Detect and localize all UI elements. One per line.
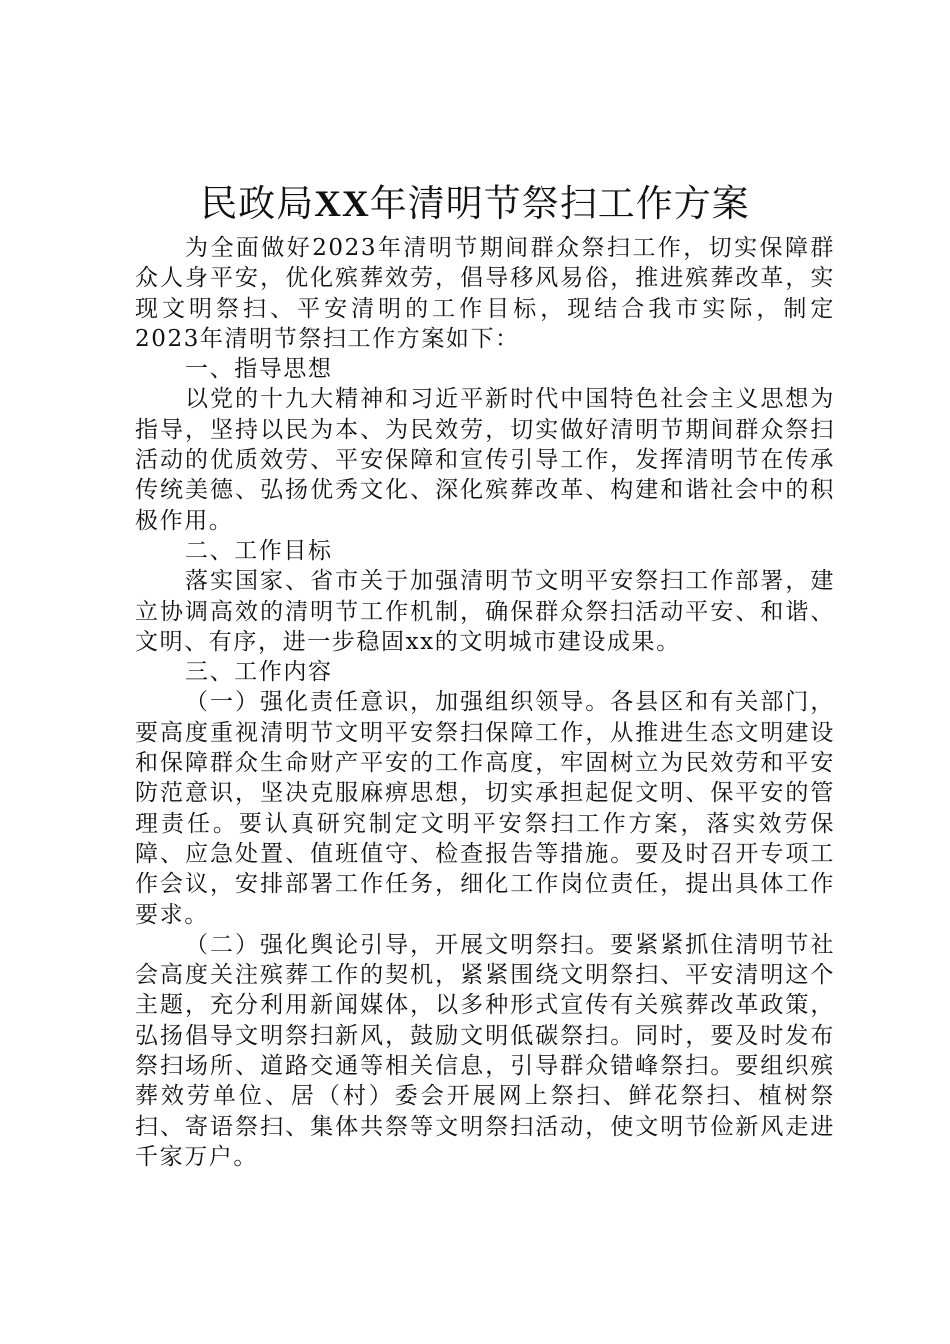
work-content-item-1: （一）强化责任意识，加强组织领导。各县区和有关部门，要高度重视清明节文明平安祭扫保障工作，从推进生态文明建设和保障群众生命财产平安的工作高度，牢固树立为民效劳和平安防范意识，坚决克服麻痹思想，切实承担起促文明、保平安的管理责任。要认真研究制定文明平安祭扫工作方案，落实效劳保障、应急处置、值班值守、检查报告等措施。要及时召开专项工作会议，安排部署工作任务，细化工作岗位责任，提出具体工作要求。	[135, 689, 835, 928]
section-heading-guiding-thought: 一、指导思想	[185, 356, 333, 383]
guiding-thought-paragraph: 以党的十九大精神和习近平新时代中国特色社会主义思想为指导，坚持以民为本、为民效劳，切实做好清明节期间群众祭扫活动的优质效劳、平安保障和宣传引导工作，发挥清明节在传承传统美德、弘扬优秀文化、深化殡葬改革、构建和谐社会中的积极作用。	[135, 386, 835, 534]
title-prefix: 民政局	[200, 182, 315, 225]
document-title	[0, 178, 950, 231]
intro-paragraph: 为全面做好2023年清明节期间群众祭扫工作，切实保障群众人身平安，优化殡葬效劳，倡导移风易俗，推进殡葬改革，实现文明祭扫、平安清明的工作目标，现结合我市实际，制定2023年清明节祭扫工作方案如下：	[135, 235, 835, 352]
document-body	[135, 233, 835, 1172]
section-heading-work-goals: 二、工作目标	[185, 537, 333, 564]
work-goals-paragraph: 落实国家、省市关于加强清明节文明平安祭扫工作部署，建立协调高效的清明节工作机制，确保群众祭扫活动平安、和谐、文明、有序，进一步稳固xx的文明城市建设成果。	[135, 568, 835, 655]
section-heading-work-content: 三、工作内容	[185, 659, 333, 686]
title-code: XX	[314, 184, 370, 225]
work-content-item-2: （二）强化舆论引导，开展文明祭扫。要紧紧抓住清明节社会高度关注殡葬工作的契机，紧紧围绕文明祭扫、平安清明这个主题，充分利用新闻媒体，以多种形式宣传有关殡葬改革政策，弘扬倡导文明祭扫新风，鼓励文明低碳祭扫。同时，要及时发布祭扫场所、道路交通等相关信息，引导群众错峰祭扫。要组织殡葬效劳单位、居（村）委会开展网上祭扫、鲜花祭扫、植树祭扫、寄语祭扫、集体共祭等文明祭扫活动，使文明节俭新风走进千家万户。	[135, 931, 835, 1170]
title-suffix: 年清明节祭扫工作方案	[369, 182, 750, 225]
